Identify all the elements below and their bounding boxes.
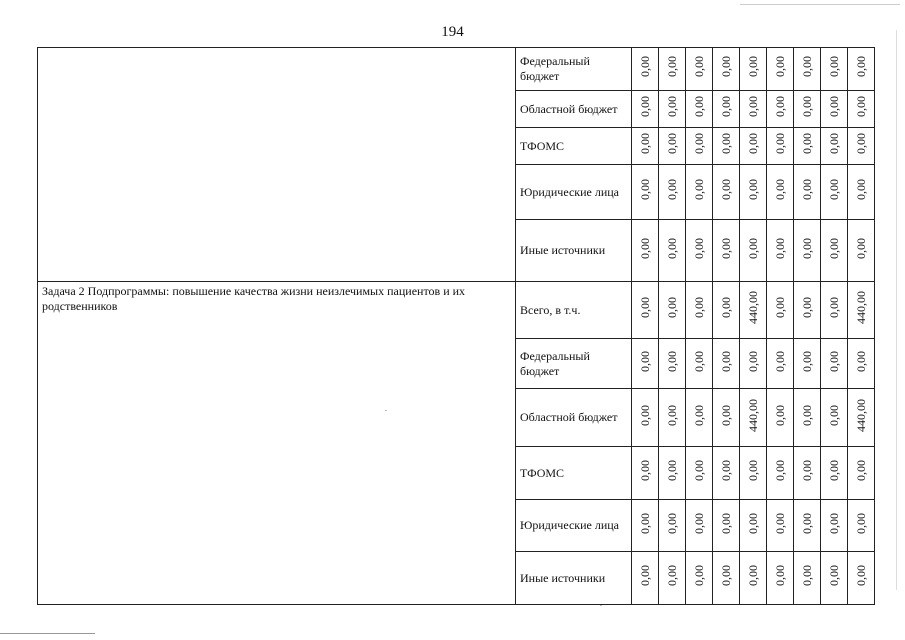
scan-speck: [600, 605, 602, 606]
task-description-cell: Задача 2 Подпрограммы: повышение качества жизни неизлечимых пациентов и их родственников: [38, 282, 516, 605]
value-cell: [848, 339, 875, 389]
value-text: 0,00: [799, 56, 814, 77]
value-cell: [713, 282, 740, 339]
value-cell: [659, 389, 686, 447]
funding-source-cell: Иные источники: [516, 220, 632, 282]
value-text: 0,00: [718, 237, 733, 259]
value-cell: [767, 282, 794, 339]
value-text: 0,00: [853, 565, 868, 586]
value-cell: [740, 165, 767, 220]
value-cell: [794, 91, 821, 128]
value-text: 0,00: [745, 133, 760, 154]
value-cell: [632, 48, 659, 91]
value-cell: [848, 447, 875, 500]
value-cell: [821, 447, 848, 500]
value-text: 0,00: [637, 96, 652, 117]
value-text: 0,00: [664, 96, 679, 117]
value-text: 0,00: [637, 133, 652, 154]
value-text: 440,00: [745, 291, 760, 324]
value-cell: [686, 165, 713, 220]
value-cell: [713, 447, 740, 500]
value-cell: [821, 500, 848, 552]
value-text: 0,00: [826, 96, 841, 117]
value-cell: [632, 500, 659, 552]
value-cell: [740, 339, 767, 389]
value-text: 0,00: [718, 565, 733, 586]
value-cell: [713, 220, 740, 282]
value-cell: [713, 91, 740, 128]
value-cell: [632, 128, 659, 165]
value-cell: [767, 500, 794, 552]
value-text: 0,00: [691, 460, 706, 481]
value-text: 0,00: [745, 460, 760, 481]
value-text: 0,00: [664, 404, 679, 426]
value-cell: [740, 447, 767, 500]
value-cell: [767, 165, 794, 220]
value-text: 0,00: [664, 297, 679, 318]
value-cell: [632, 447, 659, 500]
value-text: 0,00: [826, 179, 841, 200]
value-text: 0,00: [691, 350, 706, 372]
task-description-cell: [38, 48, 516, 282]
value-text: 0,00: [691, 404, 706, 426]
value-cell: [713, 165, 740, 220]
value-text: 0,00: [718, 96, 733, 117]
value-text: 0,00: [718, 460, 733, 481]
value-text: 0,00: [637, 565, 652, 586]
value-text: 0,00: [718, 133, 733, 154]
value-text: 0,00: [826, 297, 841, 318]
value-text: 0,00: [745, 350, 760, 372]
funding-source-cell: ТФОМС: [516, 128, 632, 165]
value-cell: [659, 339, 686, 389]
value-text: 0,00: [664, 350, 679, 372]
value-text: 0,00: [691, 179, 706, 200]
value-cell: [794, 339, 821, 389]
value-cell: [794, 220, 821, 282]
value-cell: [713, 389, 740, 447]
value-text: 0,00: [772, 512, 787, 534]
value-cell: [848, 389, 875, 447]
value-text: 0,00: [718, 512, 733, 534]
value-text: 0,00: [745, 96, 760, 117]
value-text: 0,00: [745, 512, 760, 534]
value-cell: [821, 91, 848, 128]
value-text: 0,00: [826, 350, 841, 372]
value-text: 0,00: [772, 565, 787, 586]
value-cell: [659, 220, 686, 282]
value-cell: [794, 48, 821, 91]
value-cell: [848, 91, 875, 128]
value-cell: [848, 48, 875, 91]
value-text: 0,00: [853, 237, 868, 259]
value-cell: [632, 552, 659, 605]
value-text: 0,00: [745, 179, 760, 200]
funding-source-cell: Юридические лица: [516, 165, 632, 220]
value-cell: [848, 128, 875, 165]
scan-speck: [385, 410, 387, 411]
value-text: 0,00: [826, 512, 841, 534]
value-cell: [794, 165, 821, 220]
value-cell: [821, 339, 848, 389]
funding-source-cell: Федеральный бюджет: [516, 339, 632, 389]
value-cell: [632, 339, 659, 389]
value-text: 0,00: [826, 237, 841, 259]
value-text: 0,00: [853, 56, 868, 77]
value-cell: [794, 552, 821, 605]
value-cell: [821, 220, 848, 282]
value-text: 0,00: [664, 460, 679, 481]
value-text: 0,00: [664, 133, 679, 154]
value-text: 0,00: [691, 96, 706, 117]
value-cell: [740, 48, 767, 91]
value-text: 0,00: [799, 133, 814, 154]
value-text: 0,00: [772, 237, 787, 259]
value-text: 0,00: [799, 96, 814, 117]
value-text: 0,00: [691, 56, 706, 77]
value-cell: [659, 500, 686, 552]
value-cell: [659, 48, 686, 91]
value-cell: [659, 128, 686, 165]
value-text: 440,00: [853, 291, 868, 324]
value-text: 440,00: [745, 398, 760, 432]
value-text: 0,00: [799, 565, 814, 586]
right-edge-line: [896, 30, 897, 590]
value-text: 0,00: [853, 460, 868, 481]
value-cell: [740, 500, 767, 552]
value-cell: [767, 91, 794, 128]
value-text: 0,00: [637, 179, 652, 200]
value-text: 0,00: [745, 237, 760, 259]
value-cell: [686, 500, 713, 552]
value-cell: [686, 552, 713, 605]
value-cell: [632, 220, 659, 282]
value-text: 0,00: [853, 350, 868, 372]
value-text: 0,00: [826, 460, 841, 481]
value-cell: [659, 552, 686, 605]
table-row: [38, 282, 875, 339]
value-text: 0,00: [691, 512, 706, 534]
value-cell: [686, 389, 713, 447]
funding-table: [37, 47, 875, 605]
value-cell: [821, 282, 848, 339]
value-cell: [821, 48, 848, 91]
value-text: 0,00: [799, 237, 814, 259]
value-cell: [848, 282, 875, 339]
value-text: 0,00: [718, 297, 733, 318]
value-cell: [821, 165, 848, 220]
value-cell: [686, 128, 713, 165]
value-cell: [794, 500, 821, 552]
value-cell: [767, 220, 794, 282]
value-text: 0,00: [745, 56, 760, 77]
value-cell: [686, 91, 713, 128]
value-cell: [632, 282, 659, 339]
value-cell: [821, 389, 848, 447]
value-text: 0,00: [637, 350, 652, 372]
value-text: 0,00: [799, 460, 814, 481]
value-cell: [686, 220, 713, 282]
value-text: 0,00: [853, 96, 868, 117]
table-row: [38, 48, 875, 91]
value-cell: [713, 500, 740, 552]
value-text: 0,00: [826, 565, 841, 586]
value-cell: [767, 128, 794, 165]
funding-source-cell: Иные источники: [516, 552, 632, 605]
value-text: 0,00: [664, 237, 679, 259]
value-text: 0,00: [772, 297, 787, 318]
value-text: 0,00: [799, 179, 814, 200]
value-cell: [767, 339, 794, 389]
value-text: 0,00: [637, 404, 652, 426]
value-cell: [794, 447, 821, 500]
page-number: 194: [441, 24, 464, 40]
value-text: 0,00: [799, 404, 814, 426]
value-cell: [848, 220, 875, 282]
value-text: 0,00: [718, 56, 733, 77]
value-cell: [713, 128, 740, 165]
value-text: 0,00: [718, 350, 733, 372]
value-cell: [740, 128, 767, 165]
value-cell: [632, 389, 659, 447]
value-text: 0,00: [853, 512, 868, 534]
value-text: 0,00: [637, 512, 652, 534]
funding-source-cell: Федеральный бюджет: [516, 48, 632, 91]
value-cell: [713, 339, 740, 389]
value-text: 0,00: [691, 133, 706, 154]
value-cell: [740, 220, 767, 282]
value-cell: [686, 447, 713, 500]
value-cell: [767, 447, 794, 500]
value-cell: [713, 552, 740, 605]
value-text: 0,00: [853, 133, 868, 154]
value-cell: [686, 48, 713, 91]
value-cell: [848, 500, 875, 552]
value-text: 0,00: [772, 133, 787, 154]
value-cell: [794, 389, 821, 447]
value-cell: [848, 165, 875, 220]
value-text: 0,00: [664, 565, 679, 586]
value-text: 0,00: [637, 237, 652, 259]
value-text: 0,00: [691, 237, 706, 259]
value-cell: [767, 389, 794, 447]
value-cell: [686, 282, 713, 339]
value-cell: [713, 48, 740, 91]
value-cell: [740, 389, 767, 447]
value-text: 0,00: [718, 179, 733, 200]
value-text: 0,00: [718, 404, 733, 426]
value-text: 0,00: [853, 179, 868, 200]
funding-source-cell: Областной бюджет: [516, 91, 632, 128]
value-text: 0,00: [664, 56, 679, 77]
value-text: 0,00: [826, 56, 841, 77]
value-text: 0,00: [826, 404, 841, 426]
table-body: [38, 48, 875, 605]
value-cell: [659, 447, 686, 500]
value-text: 0,00: [772, 56, 787, 77]
value-cell: [767, 48, 794, 91]
value-text: 0,00: [772, 460, 787, 481]
value-cell: [740, 552, 767, 605]
value-cell: [767, 552, 794, 605]
funding-source-cell: Всего, в т.ч.: [516, 282, 632, 339]
value-cell: [632, 165, 659, 220]
value-text: 0,00: [799, 512, 814, 534]
top-right-scan-line: [740, 4, 900, 5]
funding-table-wrapper: [37, 47, 875, 605]
value-text: 0,00: [799, 297, 814, 318]
value-text: 0,00: [772, 350, 787, 372]
value-cell: [659, 282, 686, 339]
funding-source-cell: Юридические лица: [516, 500, 632, 552]
value-text: 0,00: [664, 179, 679, 200]
value-text: 0,00: [826, 133, 841, 154]
value-text: 0,00: [799, 350, 814, 372]
funding-source-cell: Областной бюджет: [516, 389, 632, 447]
value-text: 0,00: [664, 512, 679, 534]
value-cell: [659, 165, 686, 220]
value-text: 0,00: [691, 297, 706, 318]
value-text: 0,00: [637, 460, 652, 481]
value-cell: [659, 91, 686, 128]
value-cell: [821, 128, 848, 165]
value-text: 0,00: [772, 179, 787, 200]
value-text: 0,00: [745, 565, 760, 586]
value-cell: [740, 91, 767, 128]
value-text: 0,00: [637, 297, 652, 318]
value-cell: [686, 339, 713, 389]
value-text: 0,00: [772, 96, 787, 117]
value-cell: [794, 282, 821, 339]
value-text: 0,00: [637, 56, 652, 77]
funding-source-cell: ТФОМС: [516, 447, 632, 500]
value-text: 440,00: [853, 398, 868, 432]
value-text: 0,00: [772, 404, 787, 426]
bottom-margin-line-left: [0, 633, 95, 634]
value-text: 0,00: [691, 565, 706, 586]
value-cell: [632, 91, 659, 128]
value-cell: [848, 552, 875, 605]
value-cell: [794, 128, 821, 165]
value-cell: [740, 282, 767, 339]
value-cell: [821, 552, 848, 605]
